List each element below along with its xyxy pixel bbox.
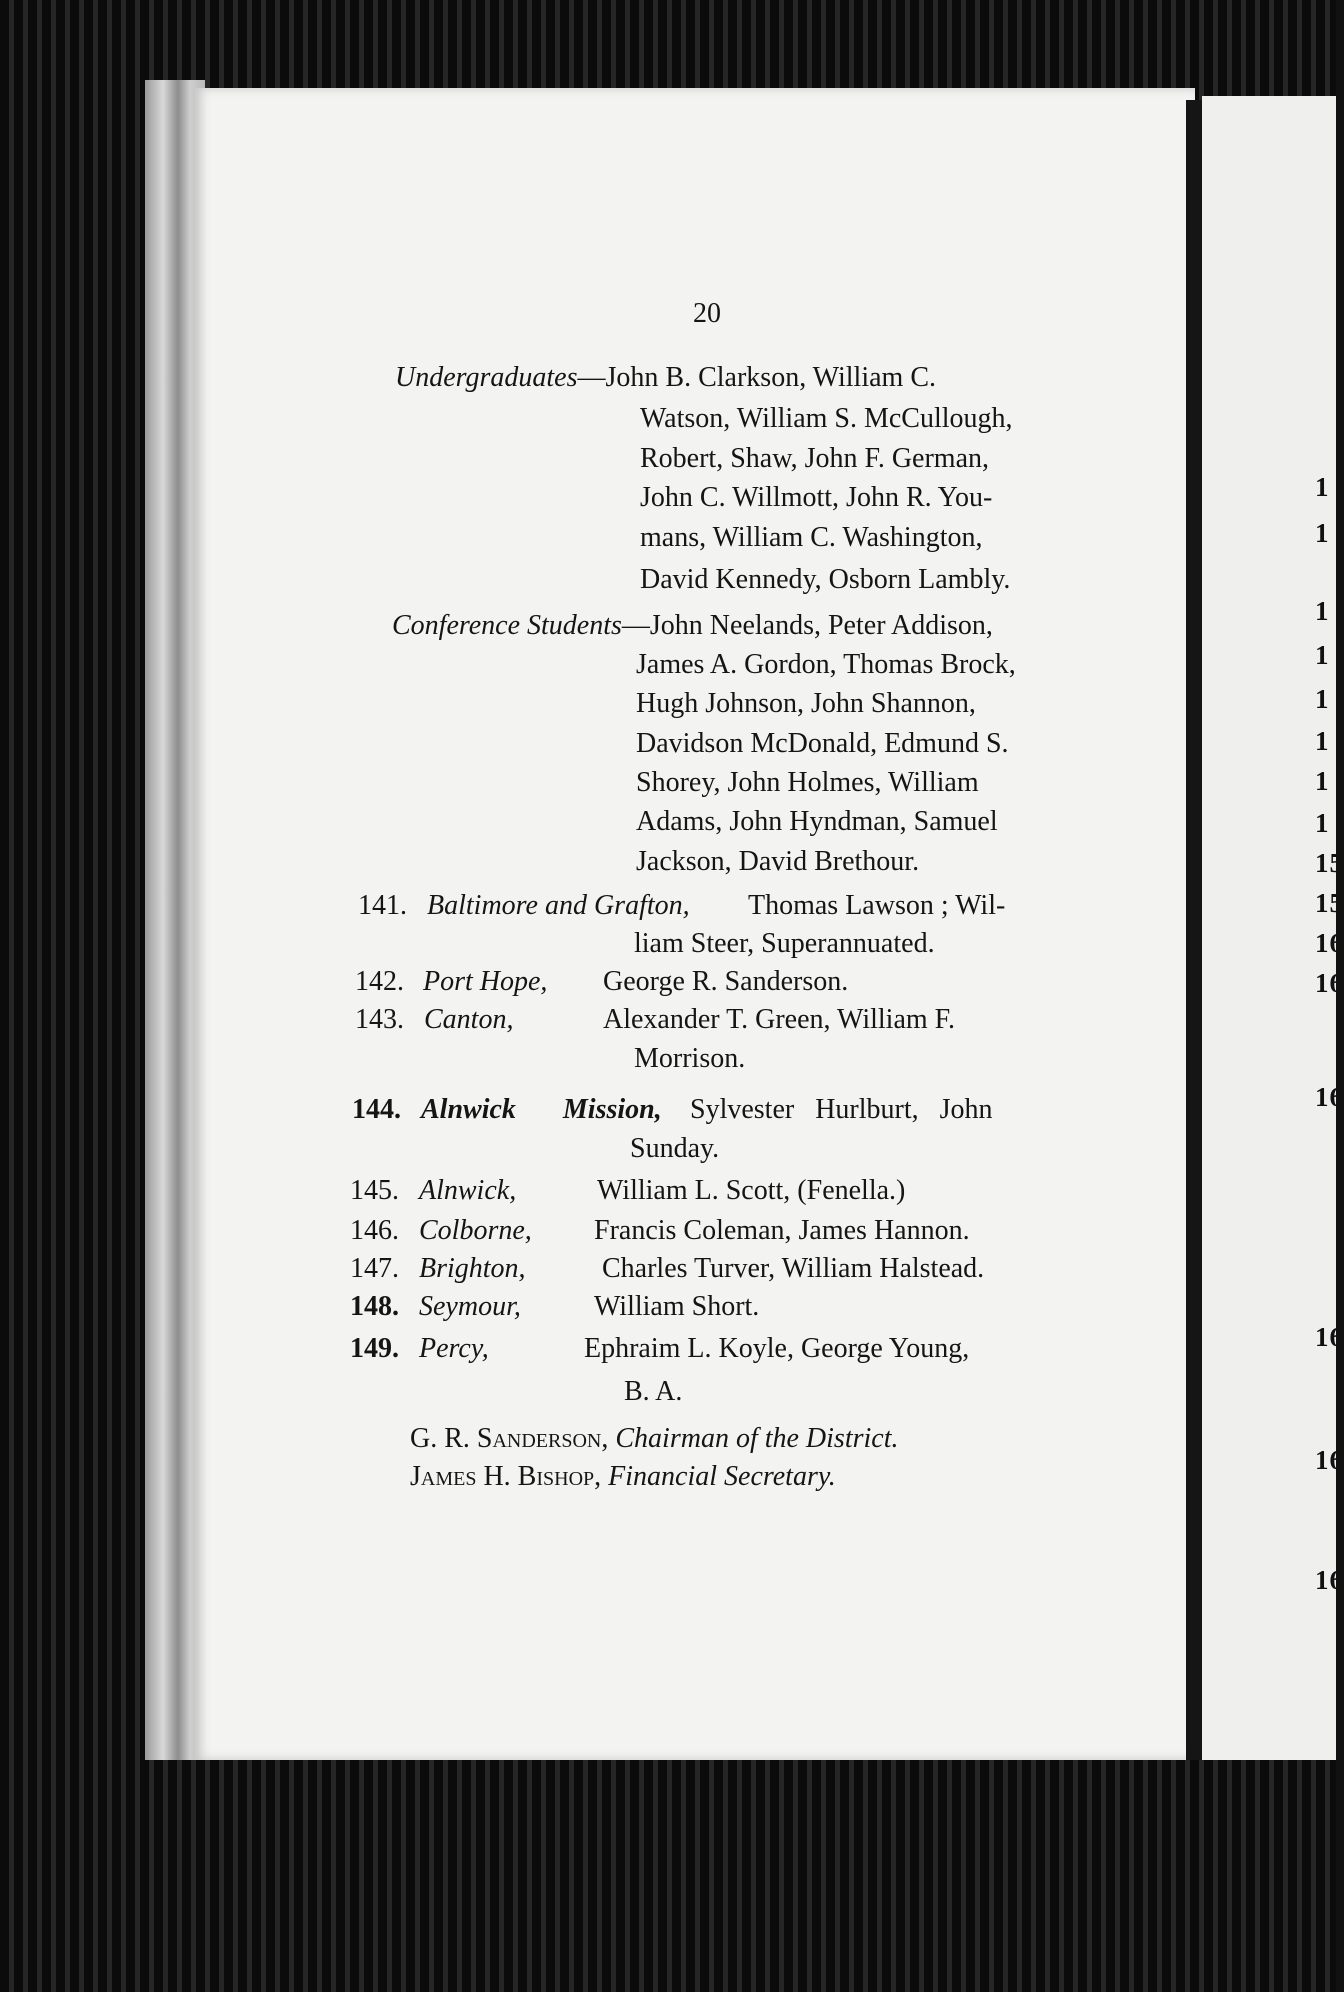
next-page-number: 1 xyxy=(1315,596,1330,626)
entry-149-place: Percy, xyxy=(419,1333,489,1364)
page-number: 20 xyxy=(693,298,721,329)
conference-students-line-6: Adams, John Hyndman, Samuel xyxy=(636,806,998,837)
next-page-number: 16 xyxy=(1315,968,1344,998)
entry-143-line-2: Morrison. xyxy=(634,1043,746,1074)
undergraduates-line-3: Robert, Shaw, John F. German, xyxy=(640,443,990,474)
conference-students-text-1: —John Neelands, Peter Addison, xyxy=(621,610,993,641)
conference-students-line-2: James A. Gordon, Thomas Brock, xyxy=(636,649,1016,680)
entry-141-line-2: liam Steer, Superannuated. xyxy=(634,928,935,959)
next-page-number: 1 xyxy=(1315,472,1330,502)
next-page-number: 15 xyxy=(1315,888,1344,918)
conference-students-line-1 xyxy=(392,612,993,640)
entry-143-place: Canton, xyxy=(424,1004,514,1035)
undergraduates-line-5: mans, William C. Washington, xyxy=(640,522,983,553)
chairman-name: G. R. Sanderson, xyxy=(410,1423,609,1454)
chairman-title: Chairman of the District. xyxy=(615,1423,899,1454)
book-page xyxy=(195,88,1195,1760)
next-page-number: 16 xyxy=(1315,1322,1344,1352)
next-page-number: 1 xyxy=(1315,640,1330,670)
next-page-number: 16 xyxy=(1315,1565,1344,1595)
entry-149-line-1: Ephraim L. Koyle, George Young, xyxy=(584,1333,970,1364)
next-page-number: 16 xyxy=(1315,1445,1344,1475)
entry-149-number: 149. xyxy=(350,1333,399,1364)
entry-144-line-2: Sunday. xyxy=(630,1133,720,1164)
entry-141-line-1: Thomas Lawson ; Wil- xyxy=(748,890,1006,921)
book-gutter xyxy=(1186,100,1202,1760)
entry-141-place: Baltimore and Grafton, xyxy=(427,890,690,921)
undergraduates-line-6: David Kennedy, Osborn Lambly. xyxy=(640,564,1011,595)
entry-147-place: Brighton, xyxy=(419,1253,526,1284)
entry-146-place: Colborne, xyxy=(419,1215,532,1246)
entry-141-number: 141. xyxy=(358,890,407,921)
entry-144-line-1: Sylvester Hurlburt, John xyxy=(690,1094,993,1125)
entry-146-number: 146. xyxy=(350,1215,399,1246)
conference-students-line-7: Jackson, David Brethour. xyxy=(636,846,920,877)
entry-143-line-1: Alexander T. Green, William F. xyxy=(603,1004,955,1035)
undergraduates-label: Undergraduates xyxy=(395,362,578,393)
entry-144-number: 144. xyxy=(352,1094,401,1125)
next-page-number: 15 xyxy=(1315,848,1344,878)
conference-students-label: Conference Students xyxy=(392,610,622,641)
conference-students-line-4: Davidson McDonald, Edmund S. xyxy=(636,728,1009,759)
undergraduates-line-4: John C. Willmott, John R. You- xyxy=(640,482,993,513)
next-page-number: 1 xyxy=(1315,766,1330,796)
entry-148-line-1: William Short. xyxy=(594,1291,760,1322)
chairman-signature xyxy=(410,1425,899,1453)
entry-148-place: Seymour, xyxy=(419,1291,521,1322)
undergraduates-line-2: Watson, William S. McCullough, xyxy=(640,403,1013,434)
next-page-number: 1 xyxy=(1315,684,1330,714)
entry-149-line-2: B. A. xyxy=(624,1376,683,1407)
entry-142-number: 142. xyxy=(355,966,404,997)
entry-148-number: 148. xyxy=(350,1291,399,1322)
secretary-title: Financial Secretary. xyxy=(608,1461,836,1492)
entry-142-place: Port Hope, xyxy=(423,966,548,997)
entry-145-place: Alnwick, xyxy=(419,1175,517,1206)
next-page-number: 16 xyxy=(1315,1082,1344,1112)
next-page-number: 1 xyxy=(1315,808,1330,838)
secretary-signature xyxy=(410,1463,836,1491)
secretary-name: James H. Bishop, xyxy=(410,1461,602,1492)
entry-144-place: Alnwick Mission, xyxy=(421,1094,662,1125)
entry-147-number: 147. xyxy=(350,1253,399,1284)
undergraduates-line-1 xyxy=(395,364,936,392)
entry-146-line-1: Francis Coleman, James Hannon. xyxy=(594,1215,970,1246)
undergraduates-text-1: —John B. Clarkson, William C. xyxy=(577,362,936,393)
entry-145-number: 145. xyxy=(350,1175,399,1206)
next-page-number: 1 xyxy=(1315,726,1330,756)
entry-143-number: 143. xyxy=(355,1004,404,1035)
next-page-number: 16 xyxy=(1315,928,1344,958)
next-page-number: 1 xyxy=(1315,518,1330,548)
entry-147-line-1: Charles Turver, William Halstead. xyxy=(602,1253,985,1284)
entry-142-line-1: George R. Sanderson. xyxy=(603,966,849,997)
conference-students-line-3: Hugh Johnson, John Shannon, xyxy=(636,688,976,719)
conference-students-line-5: Shorey, John Holmes, William xyxy=(636,767,979,798)
entry-145-line-1: William L. Scott, (Fenella.) xyxy=(597,1175,906,1206)
